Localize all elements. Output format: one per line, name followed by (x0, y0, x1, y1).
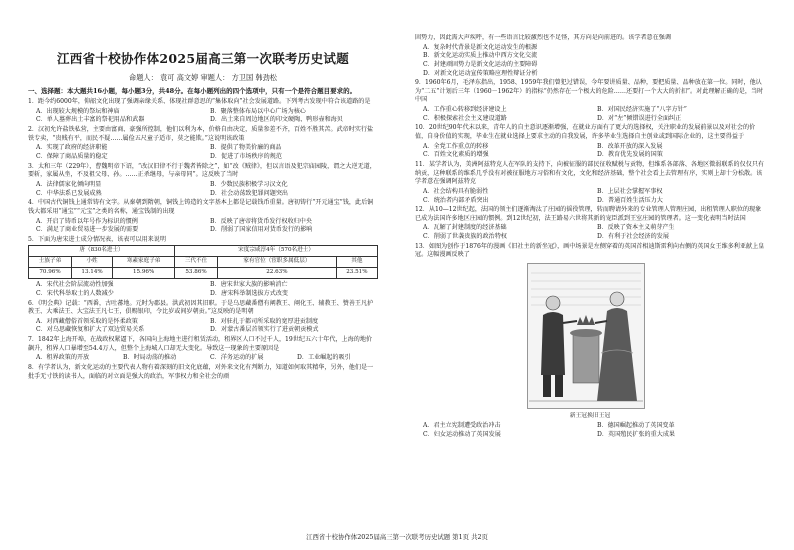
option: A．复杂时代背景是新文化运动发生的根源 (423, 43, 538, 51)
table-cell: 53.86% (175, 268, 218, 279)
option: D．促进了市场秩序的规范 (210, 153, 282, 161)
question-13: 13．如图为创作于1876年的漫画《旧社主的新坐冠》，画中场景是左侧穿着的英国首相迪斯雷利向右侧的英国女王维多利亚献上皇冠。这幅漫画反映了 (415, 242, 765, 259)
table-cell: 22.63% (218, 268, 337, 279)
jinshi-table (28, 245, 378, 279)
option: D．教育优先发展的国策 (597, 151, 663, 159)
option: B．反映了资本主义萌芽产生 (597, 224, 675, 232)
option: D．出土来自周边地区的印文硬陶、鸭形壶和海贝 (210, 116, 343, 124)
option: D．普通百姓生活压力大 (597, 196, 663, 204)
option: A．工作重心转移到经济建设上 (423, 106, 507, 114)
option: D．有利于社会经济的发展 (597, 233, 669, 241)
section-heading: 一、选择题：本大题共16小题，每小题3分，共48分。在每小题列出的四个选项中，只有一个是符合题目要求的。 (28, 86, 357, 95)
cartoon-illustration (527, 263, 645, 409)
option: B．德国崛起推动了英国变革 (597, 422, 675, 430)
q11-options (423, 188, 765, 205)
cartoon-svg (527, 263, 645, 409)
table-col-header: 三代不仕 (175, 257, 218, 268)
option: C．封建顽固势力是新文化运动的主要障碍 (423, 60, 538, 68)
option: C．对乌思藏恢复和扩大了双边贸易关系 (36, 326, 145, 334)
option: A．开启了铸币以年号作为标识的惯例 (36, 217, 138, 225)
table-header-tang: 唐（830名进士） (29, 246, 175, 257)
question-6: 6．《明会典》记载：“西番，古吐蕃地。元时为郡县。洪武初因其旧职。于是乌思藏番僧有阐教王、阐化王、辅教王、赞善王凡护教王、大乘法王、大宝法王凡七王，俱赐银印，令比岁或间岁朝贡。”这反映的是明朝 (28, 299, 374, 316)
option: D．英国殖民扩张的重大成果 (597, 430, 676, 438)
question-8-continued: 固势力，因此需大声疾呼，有一些语言比较激烈也不足怪，其方向是向前进的。该学者意在强调 (415, 34, 671, 41)
option: A．实现了政府的经济职能 (36, 144, 108, 152)
option: B．对驻扎于都司所采取的宽厚进贡制度 (210, 317, 319, 325)
q7-options (36, 354, 378, 363)
q3-options (36, 181, 378, 198)
q9-options (423, 106, 765, 123)
question-10: 10．20世纪90年代末以来，青年人的自主意识逐渐增强，在就业方面有了更大的选择权，关注职业的发展前景以及对社会的价值，自身价值的实现，毕业生在就业选择上要求主动的自我发展，许多毕业生选择自主创业或到国际企业的，这主要得益于 (415, 124, 756, 141)
page-footer: 江西省十校协作体2025届高三第一次联考历史试题 第1页 共2页 (306, 533, 488, 541)
question-9: 9．1960年6月，毛泽东指出，1958、1959年我们曾犯过错误，今年要讲质量、品种，要把质量、品种放在第一位。同时，他认为“二五”计划后三年（1960－1962年）的指标“仍然存在一个极大的危险……还要打一个大大的折扣”。对此理解正确的是，当时中国 (415, 79, 764, 104)
option: A．君主立宪制遭受政治冲击 (423, 422, 501, 430)
question-2: 2．汉初允许盐铁私营，主要由富商、豪强所控制，他们以利为本，价格自由决定，质量参差不齐，百姓不胜其苦。武帝时实行盐铁专卖，“贵贱有平，而民不疑……属俭五尺童子适市，莫之能欺。”这说明该政策 (28, 126, 374, 142)
right-column (415, 34, 765, 522)
option: D．削弱了国家信用对货币发行的影响 (210, 226, 313, 234)
cartoon-caption: 新王冠换旧王冠 (569, 413, 611, 420)
option: A．全党工作重点的转移 (423, 142, 489, 150)
option: B．时局动荡的推动 (123, 354, 177, 362)
table-col-header: 小姓 (71, 257, 112, 268)
option: A．宋代社会阶层流动性加强 (36, 281, 114, 289)
question-3: 3．太和三年（229年），曹魏明帝下诏，“改汉旧律不行于魏者皆除之”，如“改《贼律》，但以言语及犯宗庙园陵，谓之大逆无道，要斩，家属从坐，不及祖父母、孙。……正杀继母，与亲母同”。这反映了当时 (28, 162, 376, 179)
table-header-song: 宋度宗咸淳4年（570名进士） (175, 246, 378, 257)
option: A．租界政策的开放 (36, 354, 90, 362)
question-4: 4．中国古代铜钱上通常铸有文字。从秦朝到隋朝，铜钱上铸造的文字基本上都是记载钱币重量。唐初铸行“开元通宝”钱，此后铜钱大都采用“通宝”“元宝”之类的名称，通宝钱制的出现 (28, 199, 374, 215)
option: C．单人墓葬出土丰富的祭祀用品和武器 (36, 116, 145, 124)
option: D．对“左”倾错误进行全面纠正 (597, 114, 682, 122)
option: C．削弱了世袭贵族的政治特权 (423, 233, 507, 241)
option: C．统治者内部矛盾突出 (423, 196, 489, 204)
q13-options (423, 422, 765, 439)
q4-options (36, 218, 378, 235)
question-1: 1．距今约6000年，仰韶文化出现了强调亲缘关系、体现社群意思的“集体取向”社会发展道路。下列考古发现中符合该道路的是 (28, 98, 371, 106)
option: C．积极探索社会主义建设道路 (423, 114, 507, 122)
table-cell: 70.96% (29, 268, 72, 279)
table-col-header: 寒素家庭子弟 (113, 257, 175, 268)
option: B．对国民经济实施了“八字方针” (597, 106, 687, 114)
table-col-header: 其他 (336, 257, 377, 268)
option: A．法律儒家化倾向明显 (36, 180, 102, 188)
option: D．对新文化运动宣传策略应理性辩证分析 (423, 69, 538, 77)
left-column (28, 34, 378, 542)
option: A．瓦解了封建制度的经济基础 (423, 224, 507, 232)
option: A．出现较大规模的祭坛和神庙 (36, 107, 120, 115)
option: A．社会结构具有脆弱性 (423, 187, 489, 195)
option: D．对蒙古番层首领实行了进贡朝贡模式 (210, 326, 319, 334)
q1-options (36, 108, 378, 125)
option: C．百姓文化素质的增强 (423, 151, 489, 159)
option: B．唐宋世家大族的影响消亡 (210, 281, 288, 289)
option: A．对西藏僧俗首领采取的是怀柔政策 (36, 317, 138, 325)
option: B．聚落整体布局以中心广场为核心 (210, 107, 306, 115)
option: B．改革开放的深入发展 (597, 142, 663, 150)
q8-options (423, 44, 765, 79)
table-col-header: 士族子弟 (29, 257, 72, 268)
option: B．上层社会掌握军事权 (597, 187, 663, 195)
option: C．宋代科举取士的人数减少 (36, 289, 114, 297)
option: B．提供了物美价廉的商品 (210, 144, 282, 152)
option: B．少数民族积极学习汉文化 (210, 180, 288, 188)
option: D．社会动荡致犯罪问题突出 (210, 189, 289, 197)
question-7: 7．1842年上海开埠，在战政权紧逼下，各国向上海地主进行租赁活动，租界区人口不过千人，19世纪五六十年代，上海的地价飙升，租界人口暴增至54.4万人，但整个上海城人口却无大变化。导致这一现象的主要原因是 (28, 336, 373, 352)
option: B．反映了唐帝将货币发行权收归中央 (210, 217, 312, 225)
option: C．保障了商品质量的稳定 (36, 153, 108, 161)
option: C．洋务运动的扩展 (210, 354, 264, 362)
q6-options (36, 318, 378, 335)
option: D．唐宋科举制选拔方式改变 (210, 289, 289, 297)
q12-options (423, 224, 765, 241)
question-8: 8．有学者认为，新文化运动的主要代表人物有着深刻的旧文化底蕴，对外来文化有判断力，知道如何取其精华，另外，他们是一批手无寸铁的读书人，面临的对立面是强大的政治，军事权力和全社会的顽 (28, 364, 374, 380)
table-cell: 13.14% (71, 268, 112, 279)
q5-options (36, 281, 378, 298)
table-cell: 15.96% (113, 268, 175, 279)
table-cell: 23.51% (336, 268, 377, 279)
q2-options (36, 144, 378, 161)
question-5: 5．下面为唐宋进士成分情况表，该表可以用来说明 (28, 235, 166, 243)
page-title: 江西省十校协作体2025届高三第一次联考历史试题 (57, 51, 349, 66)
q10-options (423, 143, 765, 160)
option: D．工业崛起的吸引 (297, 354, 351, 362)
question-11: 11．某学者认为，美洲阿兹特克人在军队的支持下，向被征服的部民征收赋税与贡物，但维系各部落、各地区微弱联系的仅仅只有纳贡，这种联系的维系几乎没有对被征服地方习俗和有文化，文化和经济基础，整个社会看上去管理有序，实则上却十分松散。该学者意在强调阿兹特克 (415, 160, 765, 186)
option: C．中华法系已发展成熟 (36, 189, 102, 197)
table-col-header: 家有官位（宦职多属低层） (218, 257, 337, 268)
author-line: 命题人： 袁可 高文婷 审题人： 方卫国 韩劲松 (129, 72, 277, 82)
option: B．新文化运动实质上推动中西方文化交流 (423, 52, 538, 60)
option: C．满足了商业贸易进一步发展的需要 (36, 226, 139, 234)
question-12: 12．从10—12世纪起，法国的领主们逐渐淘汰了庄园的徭役管理，转而聘请外来的专业管理人管理庄园，出租管理人职位的现象已成为法国许多地区庄园的惯例。到12世纪初，法王路易六世将其新的宠臣派到王室庄园的管理者。这一变化表明当时法国 (415, 206, 762, 222)
option: C．妇女运动推动了英国发展 (423, 430, 501, 438)
